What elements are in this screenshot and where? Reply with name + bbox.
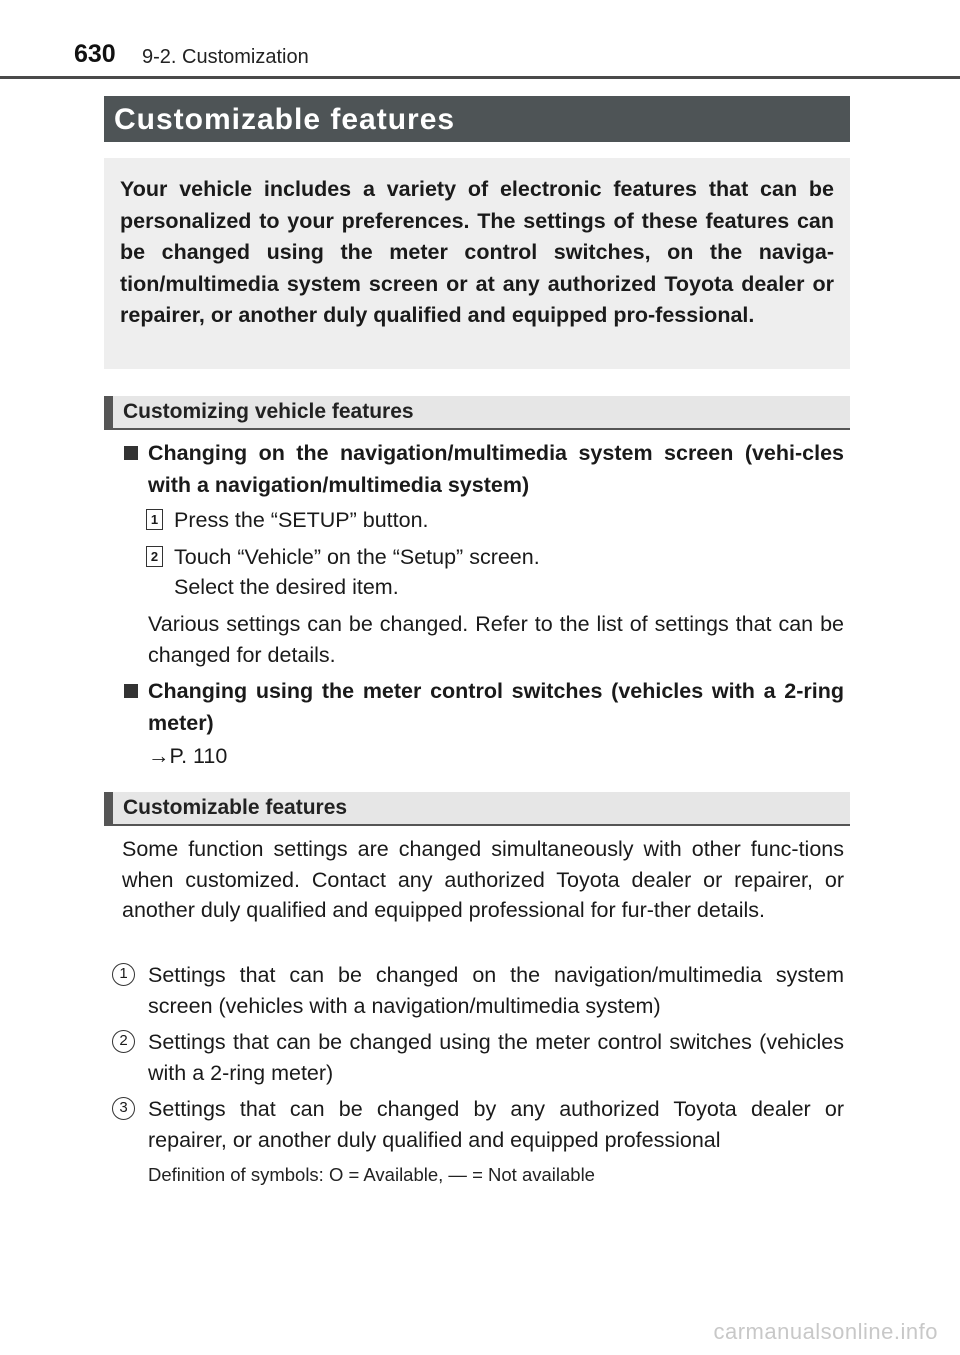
bullet-navigation — [124, 437, 844, 501]
circle-number-2: 2 — [112, 1030, 135, 1053]
intro-text: Your vehicle includes a variety of electronic features that can be personalized to your preferences. The settings of these features can be changed using the meter control switches, on the naviga-tion/multimedia system screen or at any authorized Toyota dealer or repairer, or another duly qualified and equipped pro-fessional. — [120, 177, 834, 327]
section-header: 9-2. Customization — [142, 46, 309, 68]
subheading-customizing — [104, 396, 850, 430]
step-2-text: Touch “Vehicle” on the “Setup” screen. — [174, 545, 540, 569]
step-2 — [146, 542, 846, 602]
list-item — [112, 1094, 844, 1156]
subheading-customizing-label: Customizing vehicle features — [123, 400, 414, 423]
bullet-navigation-text: Changing on the navigation/multimedia system screen (vehi-cles with a navigation/multimedia system) — [148, 441, 844, 497]
page-number: 630 — [74, 40, 116, 68]
step-2-subtext: Select the desired item. — [174, 575, 399, 599]
list-item-text: Settings that can be changed by any authorized Toyota dealer or repairer, or another duly qualified and equipped professional — [148, 1097, 844, 1152]
settings-note: Various settings can be changed. Refer to the list of settings that can be changed for details. — [148, 612, 844, 667]
symbol-definition: Definition of symbols: O = Available, — = Not available — [148, 1164, 595, 1185]
bullet-meter — [124, 675, 844, 739]
bullet-square-icon — [124, 446, 138, 460]
bullet-square-icon — [124, 684, 138, 698]
step-2-number: 2 — [146, 546, 163, 567]
intro-box — [104, 158, 850, 369]
subheading-features — [104, 792, 850, 826]
step-1-text: Press the “SETUP” button. — [174, 508, 429, 532]
step-1 — [146, 505, 846, 535]
circle-number-3: 3 — [112, 1097, 135, 1120]
list-item-text: Settings that can be changed on the navigation/multimedia system screen (vehicles with a navigation/multimedia system) — [148, 963, 844, 1018]
list-item-text: Settings that can be changed using the meter control switches (vehicles with a 2-ring meter) — [148, 1030, 844, 1085]
title-bar — [104, 96, 850, 142]
page-reference: →P. 110 — [148, 744, 228, 768]
subheading-features-label: Customizable features — [123, 796, 348, 819]
watermark: carmanualsonline.info — [713, 1319, 938, 1344]
bullet-meter-text: Changing using the meter control switches (vehicles with a 2-ring meter) — [148, 679, 844, 735]
list-item — [112, 960, 844, 1022]
top-rule — [0, 76, 960, 79]
page-title: Customizable features — [114, 103, 456, 136]
features-paragraph: Some function settings are changed simultaneously with other func-tions when customized. Contact any authorized Toyota dealer or repairer, or another duly qualified and equipped professional for fur-ther details. — [122, 837, 844, 922]
circle-number-1: 1 — [112, 963, 135, 986]
step-1-number: 1 — [146, 509, 163, 530]
list-item — [112, 1027, 844, 1089]
